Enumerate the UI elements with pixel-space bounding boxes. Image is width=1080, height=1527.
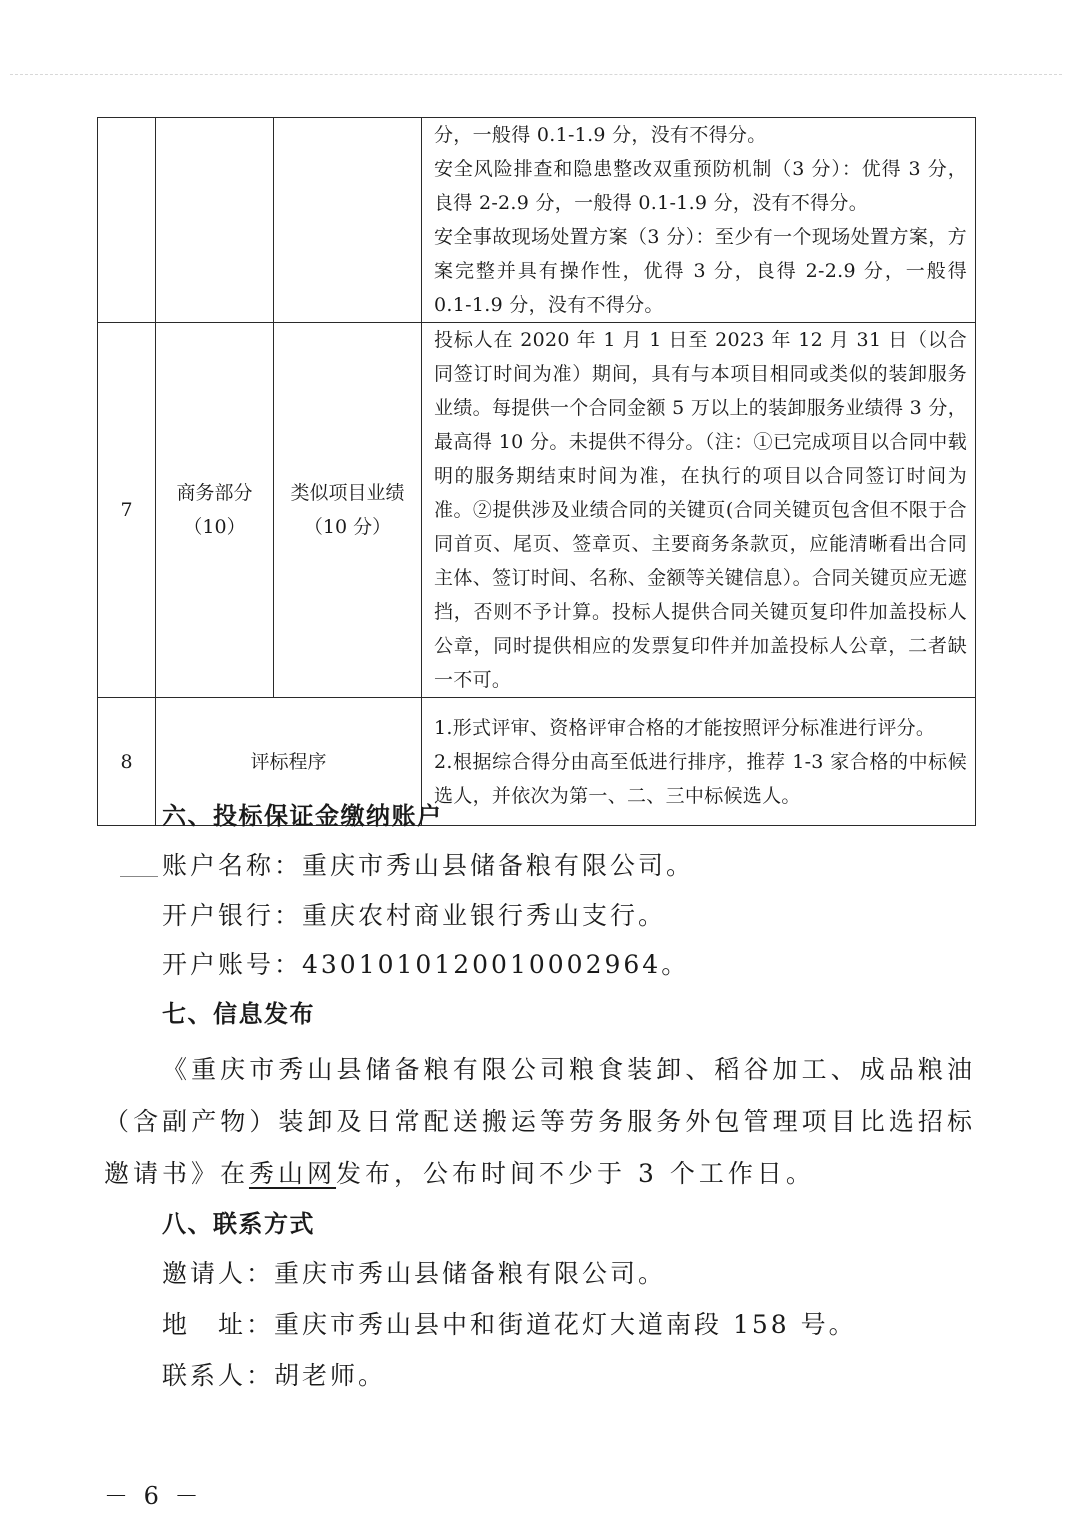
row-number: 7 bbox=[98, 323, 156, 698]
criteria-text: 投标人在 2020 年 1 月 1 日至 2023 年 12 月 31 日（以合同签订时间为准）期间，具有与本项目相同或类似的装卸服务业绩。每提供一个合同金额 5 万以上的装卸服务业绩得 3 分，最高得 10 分。未提供不得分。（注：①已完成项目以合同中载明的服务期结束时间为准，在执行的项目以合同签订时间为准。②提供涉及业绩合同的关键页(合同关键页包含但不限于合同首页、尾页、签章页、主要商务条款页，应能清晰看出合同主体、签订时间、名称、金额等关键信息）。合同关键页应无遮挡，否则不予计算。投标人提供合同关键页复印件加盖投标人公章，同时提供相应的发票复印件并加盖投标人公章，二者缺一不可。 bbox=[434, 329, 967, 691]
contact-person: 联系人：胡老师。 bbox=[162, 1361, 387, 1390]
publication-paragraph bbox=[104, 1044, 976, 1200]
item-cell bbox=[274, 323, 422, 698]
table-row bbox=[98, 118, 976, 323]
item-label: 类似项目业绩 bbox=[290, 482, 405, 504]
category-cell bbox=[156, 118, 274, 323]
procedure-label: 评标程序 bbox=[156, 698, 422, 826]
criteria-text: 安全事故现场处置方案（3 分）：至少有一个现场处置方案，方案完整并具有操作性，优得 3 分，良得 2-2.9 分，一般得 0.1-1.9 分，没有不得分。 bbox=[434, 226, 967, 316]
category-cell bbox=[156, 323, 274, 698]
criteria-text: 安全风险排查和隐患整改双重预防机制（3 分）：优得 3 分，良得 2-2.9 分，一般得 0.1-1.9 分，没有不得分。 bbox=[434, 158, 967, 214]
table-row bbox=[98, 323, 976, 698]
inviter: 邀请人：重庆市秀山县储备粮有限公司。 bbox=[162, 1259, 667, 1288]
page-number: － 6 － bbox=[104, 1482, 203, 1510]
criteria-cell bbox=[422, 118, 976, 323]
item-cell bbox=[274, 118, 422, 323]
section-heading-6: 六、投标保证金缴纳账户 bbox=[162, 802, 443, 830]
account-number: 开户账号：4301010120010002964。 bbox=[162, 950, 690, 979]
address: 地 址：重庆市秀山县中和街道花灯大道南段 158 号。 bbox=[162, 1310, 857, 1339]
publication-text: 《重庆市秀山县储备粮有限公司粮食装卸、稻谷加工、成品粮油（含副产物）装卸及日常配送搬运等劳务服务外包管理项目比选招标邀请书》在 bbox=[104, 1055, 976, 1188]
category-score: （10） bbox=[183, 516, 246, 538]
section-heading-7: 七、信息发布 bbox=[162, 1000, 315, 1028]
publication-text-end: 发布，公布时间不少于 3 个工作日。 bbox=[336, 1159, 815, 1188]
account-name: 账户名称：重庆市秀山县储备粮有限公司。 bbox=[162, 851, 695, 880]
criteria-text: 分，一般得 0.1-1.9 分，没有不得分。 bbox=[434, 124, 767, 146]
criteria-text: 1.形式评审、资格评审合格的才能按照评分标准进行评分。 bbox=[434, 716, 936, 739]
item-score: （10 分） bbox=[303, 516, 392, 538]
top-rule bbox=[10, 74, 1062, 75]
row-number: 8 bbox=[98, 698, 156, 826]
scan-mark bbox=[120, 876, 158, 877]
criteria-cell bbox=[422, 323, 976, 698]
publication-site: 秀山网 bbox=[249, 1159, 337, 1188]
criteria-text: 2.根据综合得分由高至低进行排序，推荐 1-3 家合格的中标候选人，并依次为第一、二、三中标候选人。 bbox=[434, 750, 967, 807]
category-label: 商务部分 bbox=[176, 482, 253, 504]
scoring-table bbox=[97, 117, 976, 826]
row-number bbox=[98, 118, 156, 323]
section-heading-8: 八、联系方式 bbox=[162, 1210, 315, 1238]
bank-name: 开户银行：重庆农村商业银行秀山支行。 bbox=[162, 901, 667, 930]
